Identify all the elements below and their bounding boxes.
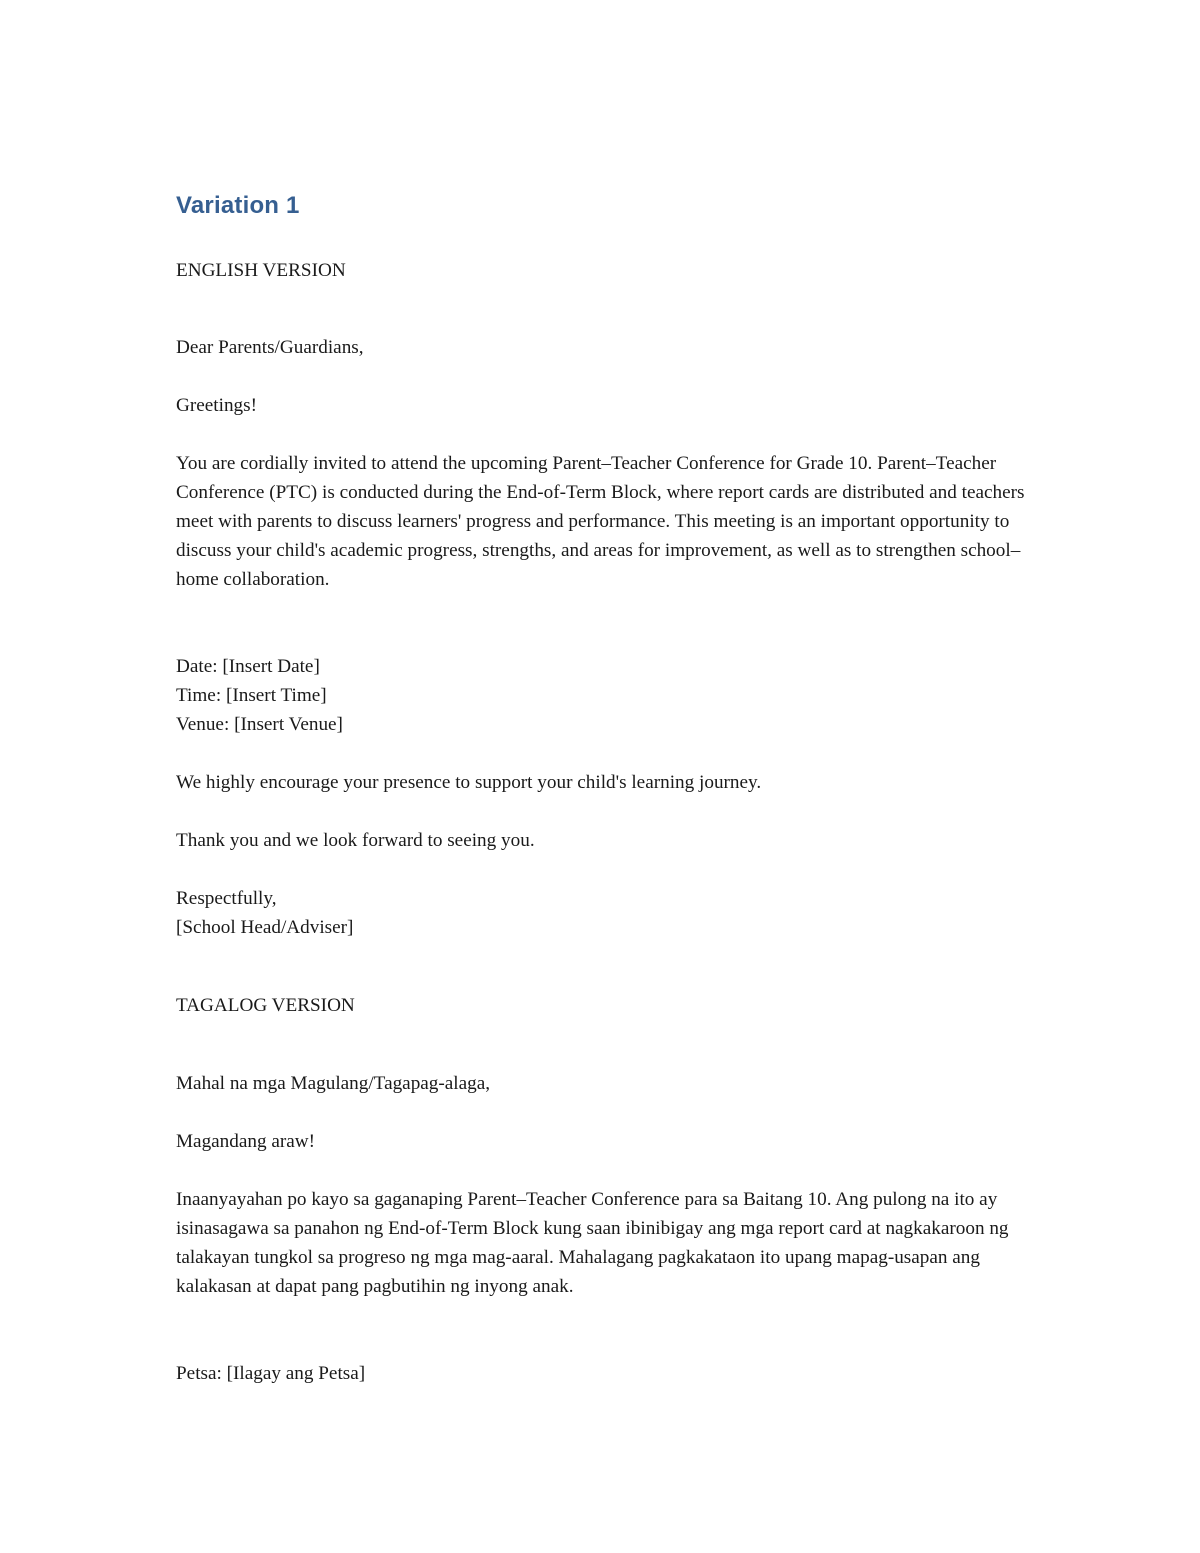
english-signature: [School Head/Adviser] — [176, 917, 354, 938]
english-thanks-line: Thank you and we look forward to seeing you. — [176, 830, 535, 851]
tagalog-salutation: Mahal na mga Magulang/Tagapag-alaga, — [176, 1073, 491, 1094]
english-greeting: Greetings! — [176, 395, 257, 416]
document-heading: Variation 1 — [176, 192, 300, 219]
english-closing: Respectfully, — [176, 888, 277, 909]
tagalog-section-label: TAGALOG VERSION — [176, 995, 355, 1016]
english-encourage-line: We highly encourage your presence to support your child's learning journey. — [176, 772, 762, 793]
english-date-line: Date: [Insert Date] — [176, 656, 320, 677]
english-salutation: Dear Parents/Guardians, — [176, 337, 364, 358]
english-venue-line: Venue: [Insert Venue] — [176, 714, 343, 735]
english-time-line: Time: [Insert Time] — [176, 685, 327, 706]
tagalog-greeting: Magandang araw! — [176, 1131, 316, 1152]
english-body-paragraph: You are cordially invited to attend the upcoming Parent–Teacher Conference for Grade 10. Parent–Teacher Conference (PTC) is conducted during the End-of-Term Block, where report cards are distributed and teachers meet with parents to discuss learners' progress and performance. This meeting is an important opportunity to discuss your child's academic progress, strengths, and areas for improvement, as well as to strengthen school–home collaboration. — [176, 453, 1025, 590]
tagalog-body-paragraph: Inaanyayahan po kayo sa gaganaping Parent–Teacher Conference para sa Baitang 10. Ang pulong na ito ay isinasagawa sa panahon ng End-of-Term Block kung saan ibinibigay ang mga report card at nagkakaroon ng talakayan tungkol sa progreso ng mga mag-aaral. Mahalagang pagkakataon ito upang mapag-usapan ang kalakasan at dapat pang pagbutihin ng inyong anak. — [176, 1189, 1009, 1297]
tagalog-date-line: Petsa: [Ilagay ang Petsa] — [176, 1363, 366, 1384]
english-section-label: ENGLISH VERSION — [176, 260, 346, 281]
